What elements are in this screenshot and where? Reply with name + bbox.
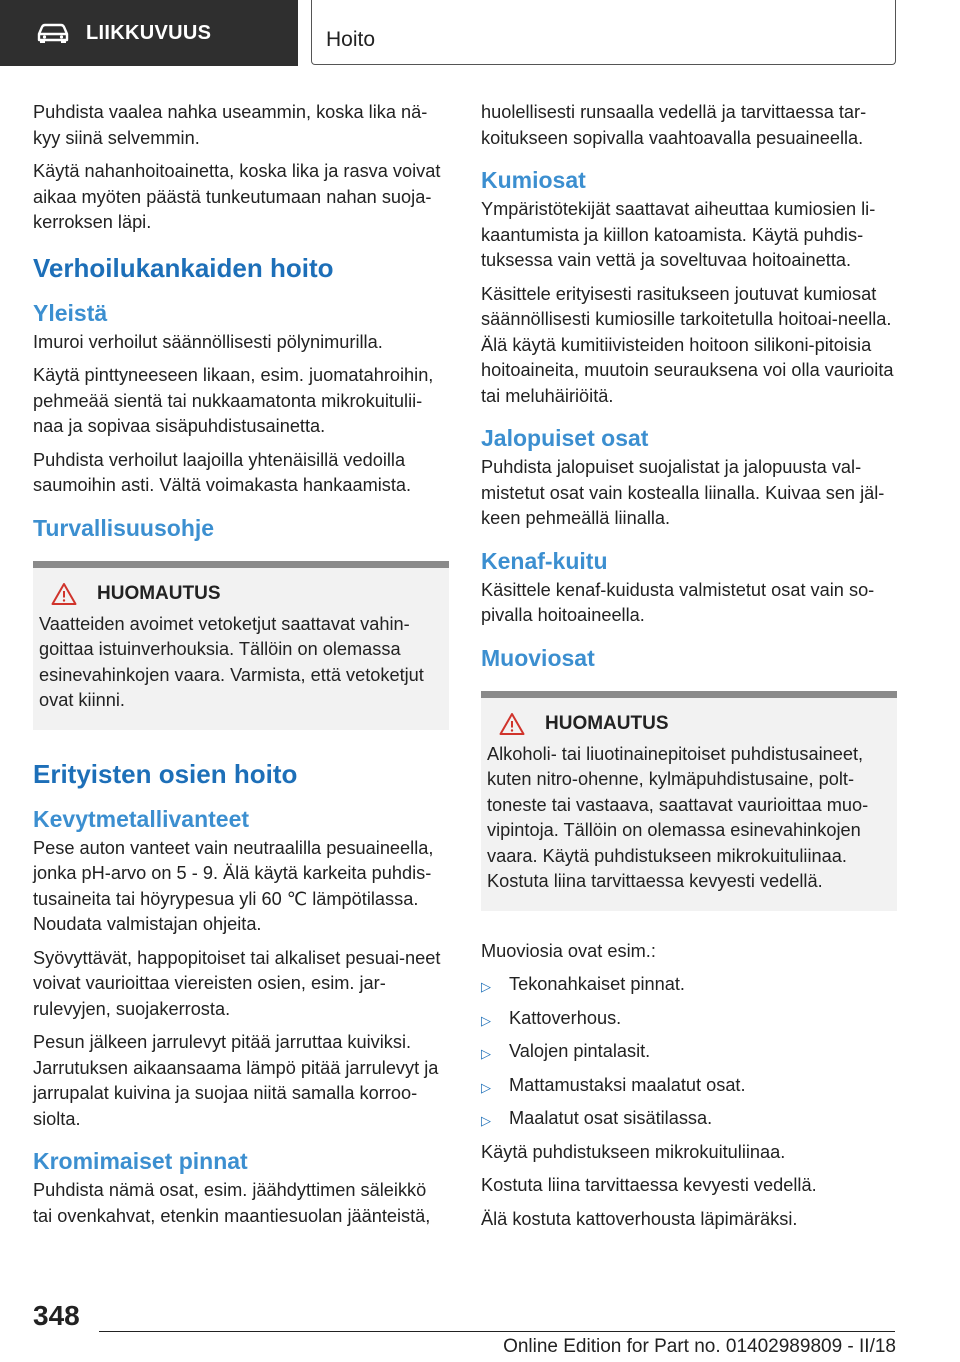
paragraph: Käytä puhdistukseen mikrokuituliinaa. [481,1141,786,1162]
triangle-bullet-icon: ▷ [481,1079,491,1095]
list-item: ▷ Valojen pintalasit. [481,1039,897,1067]
paragraph: Pese auton vanteet vain neutraalilla pesuaineella, jonka pH-arvo on 5 - 9. Älä käytä karkeita puhdis-tusaineita tai höyrypesua yli 60 ℃ lämpötilassa. Noudata valmistajan ohjeita. [33,837,434,934]
paragraph: Puhdista verhoilut laajoilla yhtenäisillä vedoilla saumoihin asti. Vältä voimakasta hankaamista. [33,449,412,495]
warning-icon [499,712,525,736]
triangle-bullet-icon: ▷ [481,1113,491,1128]
paragraph: Käytä nahanhoitoainetta, koska lika ja rasva voivat aikaa myöten päästä tunkeutumaan nahan suoja-kerroksen läpi. [33,161,441,232]
section-tab [0,0,298,66]
chapter-label: Hoito [326,28,376,51]
car-icon [36,22,70,44]
paragraph: Kostuta liina tarvittaessa kevyesti vedellä. [481,1175,817,1195]
paragraph: Käsittele erityisesti rasitukseen joutuvat kumiosat säännöllisesti kumiosille tarkoitetulla hoitoai-neella. Älä käytä kumitiivisteiden hoitoon silikoni-pitoisia hoitoaineita, muutoin seurauksena voi olla vaurioita tai meluhäiriöitä. [481,283,894,406]
heading-upholstery: Verhoilukankaiden hoito [33,252,334,283]
paragraph: Käytä pinttyneeseen likaan, esim. juomatahroihin, pehmeää sientä tai nukkaamatonta mikrokuitulii-naa ja sopivaa sisäpuhdistusainetta. [33,365,434,436]
heading-safety: Turvallisuusohje [33,514,215,541]
list-item: ▷ Mattamustaksi maalatut osat. [481,1073,897,1101]
paragraph: Syövyttävät, happopitoiset tai alkaliset pesuai-neet voivat vaurioittaa viereisten osien, esim. jar-rulevyjen, suojakerrosta. [33,947,441,1019]
page-header [0,0,960,66]
triangle-bullet-icon: ▷ [481,1012,491,1028]
page-number: 348 [33,1300,80,1331]
list-item: ▷ Tekonahkaiset pinnat. [481,972,897,1000]
triangle-bullet-icon: ▷ [481,1046,491,1061]
footer-edition: Online Edition for Part no. 01402989809 - II/18 [503,1336,896,1357]
paragraph: Puhdista vaalea nahka useammin, koska lika nä-kyy siinä selvemmin. [33,102,428,148]
footer-divider [99,1331,895,1332]
plastic-parts-list [481,972,897,1134]
notice-box [481,691,897,911]
warning-icon [51,582,77,606]
paragraph: Puhdista nämä osat, esim. jäähdyttimen säleikkö tai ovenkahvat, etenkin maantiesuolan jäänteistä, [33,1180,431,1226]
notice-text: Alkoholi- tai liuotinainepitoiset puhdistusaineet, kuten nitro-ohenne, kylmäpuhdistusaine, polt-toneste tai vastaava, saattavat vaurioittaa muo-vipintoja. Tällöin on olemassa esinevahinkojen vaara. Käytä puhdistukseen mikrokuituliinaa. Kostuta liina tarvittaessa kevyesti vedellä. [487,743,869,891]
notice-text: Vaatteiden avoimet vetoketjut saattavat vahin-goittaa istuinverhouksia. Tällöin on olemassa esinevahinkojen vaara. Varmista, että vetoketjut ovat kiinni. [39,613,424,710]
paragraph: Käsittele kenaf-kuidusta valmistetut osat vain so-pivalla hoitoaineella. [481,579,875,625]
triangle-bullet-icon: ▷ [481,979,491,994]
list-item: ▷ Maalatut osat sisätilassa. [481,1106,897,1134]
paragraph: Pesun jälkeen jarrulevyt pitää jarruttaa kuiviksi. Jarrutuksen aikaansaama lämpö pitää jarrulevyt ja jarrupalat kuivina ja suojaa niitä samalla korroo-siolta. [33,1032,439,1129]
left-column [33,100,449,1237]
list-item: ▷ Kattoverhous. [481,1006,897,1034]
section-label: LIIKKUVUUS [86,21,212,44]
notice-title: HUOMAUTUS [545,712,669,734]
notice-box [33,561,449,730]
heading-precious-wood: Jalopuiset osat [481,425,649,451]
paragraph: Älä kostuta kattoverhousta läpimäräksi. [481,1208,798,1229]
paragraph: Imuroi verhoilut säännöllisesti pölynimurilla. [33,331,383,352]
paragraph: Muoviosia ovat esim.: [481,940,656,961]
heading-rubber: Kumiosat [481,167,586,193]
paragraph: Puhdista jalopuiset suojalistat ja jalopuusta val-mistetut osat vain kostealla liinalla. Kuivaa sen jäl-keen pehmeällä liinalla. [481,457,885,528]
right-column [481,100,897,1240]
heading-special-parts: Erityisten osien hoito [33,758,298,789]
paragraph: Ympäristötekijät saattavat aiheuttaa kumiosien li-kaantumista ja kiillon katoamista. Käytä puhdis-tuksessa vain vettä ja soveltuvaa hoitoainetta. [481,199,876,270]
notice-title: HUOMAUTUS [97,582,221,604]
paragraph: huolellisesti runsaalla vedellä ja tarvittaessa tar-koitukseen sopivalla vaahtoavalla pesuaineella. [481,102,867,148]
heading-kenaf: Kenaf-kuitu [481,547,608,574]
heading-chrome: Kromimaiset pinnat [33,1148,248,1174]
heading-general: Yleistä [33,299,108,326]
heading-alloy-wheels: Kevytmetallivanteet [33,805,250,832]
chapter-tab [311,0,896,65]
heading-plastic: Muoviosat [481,644,595,671]
